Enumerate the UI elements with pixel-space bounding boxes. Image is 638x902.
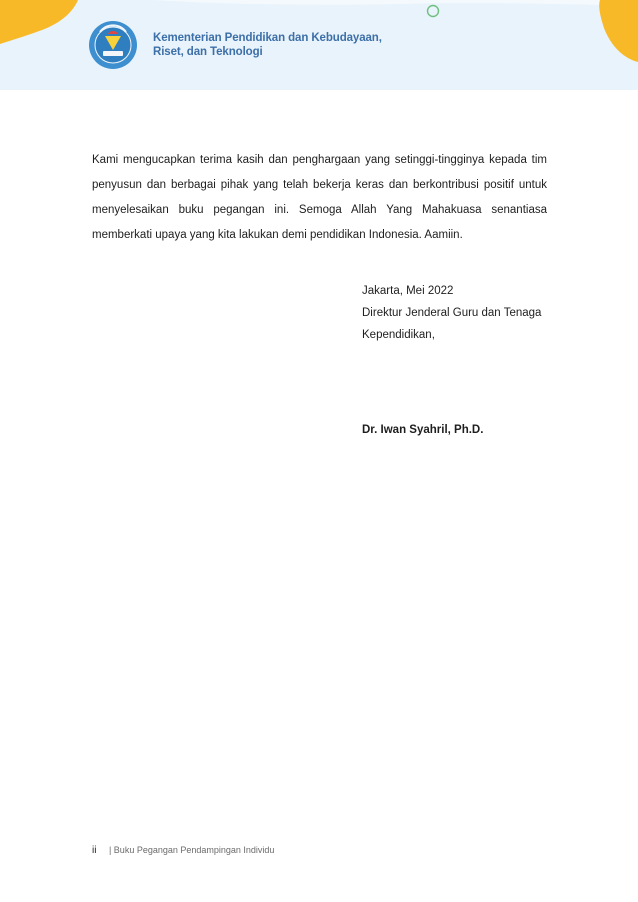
paragraph-text: Kami mengucapkan terima kasih dan penghargaan yang setinggi-tingginya kepada tim penyusun dan berbagai pihak yang telah bekerja keras dan berkontribusi positif untuk menyelesaikan buku pegangan ini. Semoga Allah Yang Mahakuasa senantiasa memberkati upaya yang kita lakukan demi pendidikan Indonesia. Aamiin.	[92, 154, 547, 241]
signature-block	[362, 280, 552, 346]
position-line2: Kependidikan,	[362, 329, 435, 341]
acknowledgement-paragraph	[92, 148, 547, 248]
book-title: | Buku Pegangan Pendampingan Individu	[108, 845, 275, 855]
signatory-name: Dr. Iwan Syahril, Ph.D.	[362, 424, 484, 436]
position-line1: Direktur Jenderal Guru dan Tenaga	[362, 307, 542, 319]
ministry-name-line2: Riset, dan Teknologi	[153, 46, 263, 58]
page-number: ii	[92, 845, 97, 856]
page-footer	[92, 845, 274, 856]
place-date: Jakarta, Mei 2022	[362, 285, 454, 297]
page-header	[0, 0, 638, 90]
ministry-name	[153, 31, 382, 59]
ministry-name-line1: Kementerian Pendidikan dan Kebudayaan,	[153, 32, 382, 44]
tut-wuri-handayani-logo-icon	[88, 20, 138, 70]
